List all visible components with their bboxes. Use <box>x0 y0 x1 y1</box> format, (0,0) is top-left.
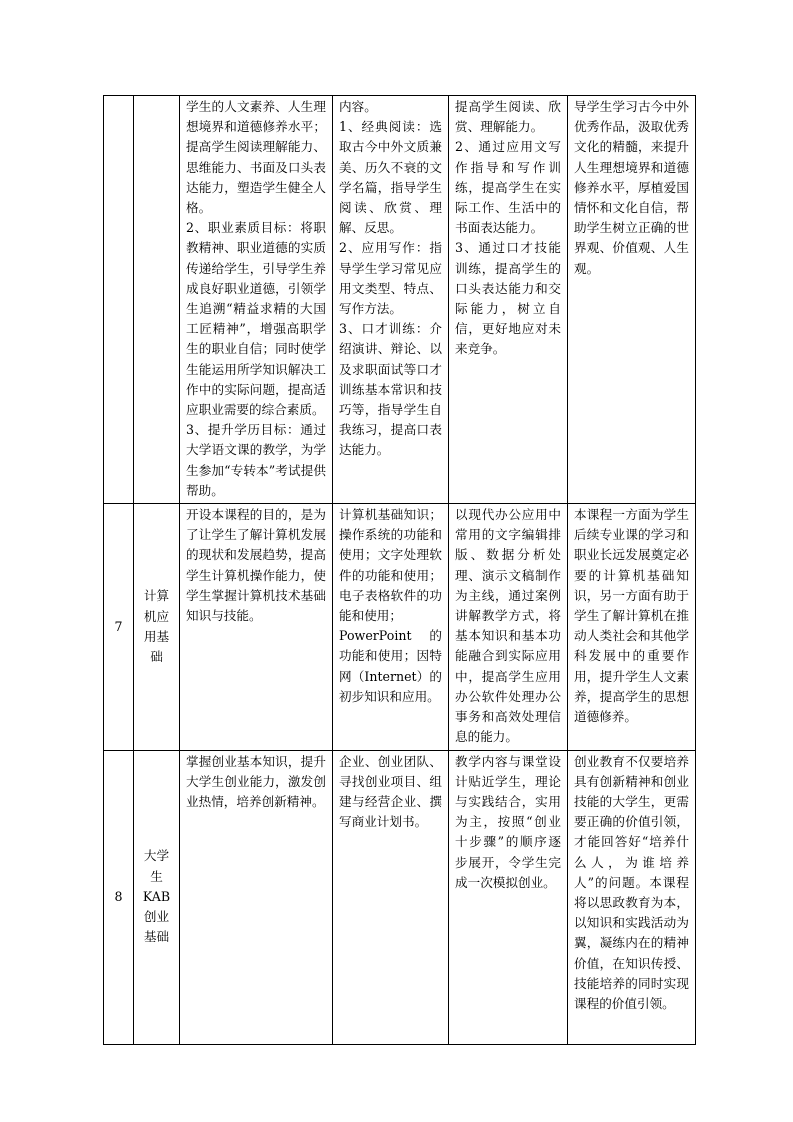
table-row <box>104 750 696 1044</box>
teaching-requirement <box>449 504 568 750</box>
ideology-element-text: 本课程一方面为学生后续专业课的学习和职业长远发展奠定必要的计算机基础知识，另一方面有助于学生了解计算机在推动人类社会和其他学科发展中的重要作用，提升学生人文素养，提高学生的思想道德修养。 <box>574 507 689 725</box>
ideology-element <box>568 96 696 504</box>
course-name <box>134 504 180 750</box>
row-number: 7 <box>104 504 134 750</box>
course-name <box>134 96 180 504</box>
row-number <box>104 96 134 504</box>
course-goal-text: 掌握创业基本知识，提升大学生创业能力，激发创业热情，培养创新精神。 <box>186 753 326 809</box>
course-goal-text: 学生的人文素养、人生理想境界和道德修养水平；提高学生阅读理解能力、思维能力、书面及口头表达能力，塑造学生健全人格。 2、职业素质目标：将职教精神、职业道德的实质传递给学生，引导学生养成良好职业道德，引领学生追溯“精益求精的大国工匠精神”，增强高职学生的职业自信；同时使学生能运用所学知识解决工作中的实际问题，提高适应职业需要的综合素质。 3、提升学历目标：通过大学语文课的教学，为学生参加“专转本”考试提供帮助。 <box>186 99 326 498</box>
course-name-text: 大学 生 KAB 创业 基础 <box>142 848 171 945</box>
teaching-requirement <box>449 750 568 1044</box>
table-row <box>104 504 696 750</box>
course-goal <box>180 750 333 1044</box>
ideology-element-text: 创业教育不仅要培养具有创新精神和创业技能的大学生，更需要正确的价值引领，才能回答好“培养什么人，为谁培养人”的问题。本课程将以思政教育为本，以知识和实践活动为翼，凝练内在的精神价值，在知识传授、技能培养的同时实现课程的价值引领。 <box>574 753 689 1011</box>
teaching-requirement-text: 提高学生阅读、欣赏、理解能力。 2、通过应用文写作指导和写作训练，提高学生在实际工作、生活中的书面表达能力。 3、通过口才技能训练，提高学生的口头表达能力和交际能力，树立自信，更好地应对未来竞争。 <box>455 99 561 357</box>
teaching-requirement-text: 教学内容与课堂设计贴近学生，理论与实践结合，实用为主，按照“创业十步骤”的顺序逐步展开，令学生完成一次模拟创业。 <box>455 753 561 890</box>
course-goal <box>180 504 333 750</box>
course-content-text: 企业、创业团队、寻找创业项目、组建与经营企业、撰写商业计划书。 <box>339 753 442 830</box>
teaching-requirement-text: 以现代办公应用中常用的文字编辑排版、数据分析处理、演示文稿制作为主线，通过案例讲解教学方式，将基本知识和基本功能融合到实际应用中，提高学生应用办公软件处理办公事务和高效处理信息的能力。 <box>455 507 561 745</box>
course-name <box>134 750 180 1044</box>
ideology-element <box>568 504 696 750</box>
table-row <box>104 96 696 504</box>
course-content-text: 内容。 1、经典阅读：选取古今中外文质兼美、历久不衰的文学名篇，指导学生阅读、欣赏、理解、反思。 2、应用写作：指导学生学习常见应用文类型、特点、写作方法。 3、口才训练：介绍演讲、辩论、以及求职面试等口才训练基本常识和技巧等，指导学生自我练习，提高口表达能力。 <box>339 99 442 458</box>
course-content-text: 计算机基础知识；操作系统的功能和使用；文字处理软件的功能和使用；电子表格软件的功能和使用； PowerPoint 的功能和使用；因特网（Internet）的初步知识和应用。 <box>339 507 442 704</box>
ideology-element <box>568 750 696 1044</box>
course-goal <box>180 96 333 504</box>
course-content <box>333 504 449 750</box>
ideology-element-text: 导学生学习古今中外优秀作品，汲取优秀文化的精髓，来提升人生理想境界和道德修养水平，厚植爱国情怀和文化自信，帮助学生树立正确的世界观、价值观、人生观。 <box>574 99 689 276</box>
course-name-text: 计算 机应 用基 础 <box>143 588 170 664</box>
course-goal-text: 开设本课程的目的，是为了让学生了解计算机发展的现状和发展趋势，提高学生计算机操作能力，使学生掌握计算机技术基础知识与技能。 <box>186 507 326 624</box>
course-content <box>333 96 449 504</box>
course-table <box>103 95 696 1045</box>
teaching-requirement <box>449 96 568 504</box>
row-number: 8 <box>104 750 134 1044</box>
course-content <box>333 750 449 1044</box>
